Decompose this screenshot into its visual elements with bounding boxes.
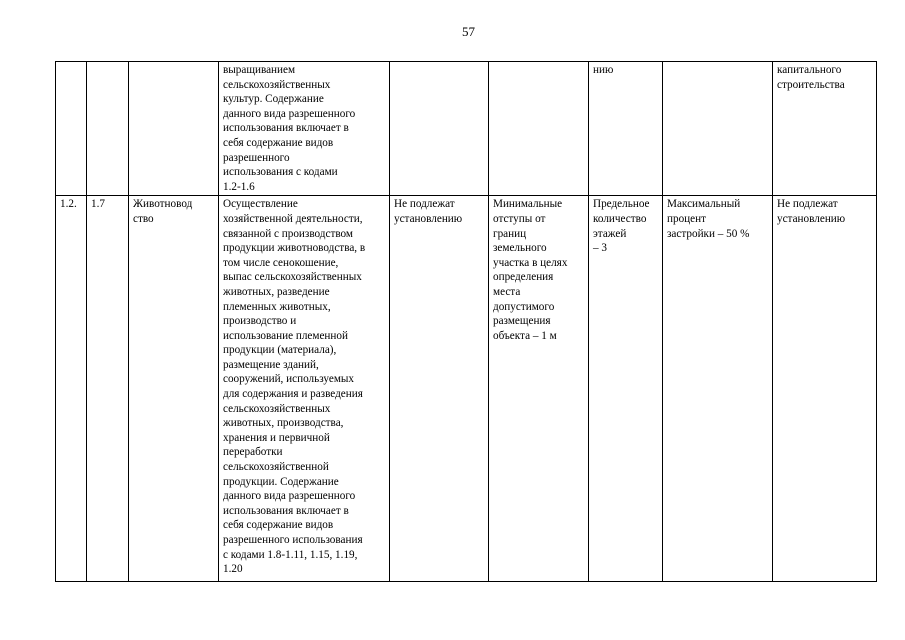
row-number-cell bbox=[56, 62, 87, 196]
coverage-cell bbox=[663, 62, 773, 196]
other-params-cell: капитального строительства bbox=[773, 62, 877, 196]
min-plot-size-cell bbox=[390, 62, 489, 196]
regulations-table bbox=[55, 61, 877, 582]
use-name-cell: Животновод ство bbox=[129, 196, 219, 582]
min-plot-size-cell: Не подлежат установлению bbox=[390, 196, 489, 582]
setbacks-cell: Минимальные отступы от границ земельного участка в целях определения места допустимого размещения объекта – 1 м bbox=[489, 196, 589, 582]
description-cell: Осуществление хозяйственной деятельности, связанной с производством продукции животноводства, в том числе сенокошение, выпас сельскохозяйственных животных, разведение племенных животных, производство и использование племенной продукции (материала), размещение зданий, сооружений, используемых для содержания и разведения сельскохозяйственных животных, производства, хранения и первичной переработки сельскохозяйственной продукции. Содержание данного вида разрешенного использования включает в себя содержание видов разрешенного использования с кодами 1.8-1.11, 1.15, 1.19, 1.20 bbox=[219, 196, 390, 582]
table-row bbox=[56, 62, 877, 196]
description-cell: выращиванием сельскохозяйственных культур. Содержание данного вида разрешенного использования включает в себя содержание видов разрешенного использования с кодами 1.2-1.6 bbox=[219, 62, 390, 196]
table-row bbox=[56, 196, 877, 582]
code-cell bbox=[87, 62, 129, 196]
other-params-cell: Не подлежат установлению bbox=[773, 196, 877, 582]
coverage-cell: Максимальный процент застройки – 50 % bbox=[663, 196, 773, 582]
floors-cell: Предельное количество этажей – 3 bbox=[589, 196, 663, 582]
code-cell: 1.7 bbox=[87, 196, 129, 582]
page-number: 57 bbox=[462, 24, 475, 39]
setbacks-cell bbox=[489, 62, 589, 196]
use-name-cell bbox=[129, 62, 219, 196]
row-number-cell: 1.2. bbox=[56, 196, 87, 582]
floors-cell: нию bbox=[589, 62, 663, 196]
